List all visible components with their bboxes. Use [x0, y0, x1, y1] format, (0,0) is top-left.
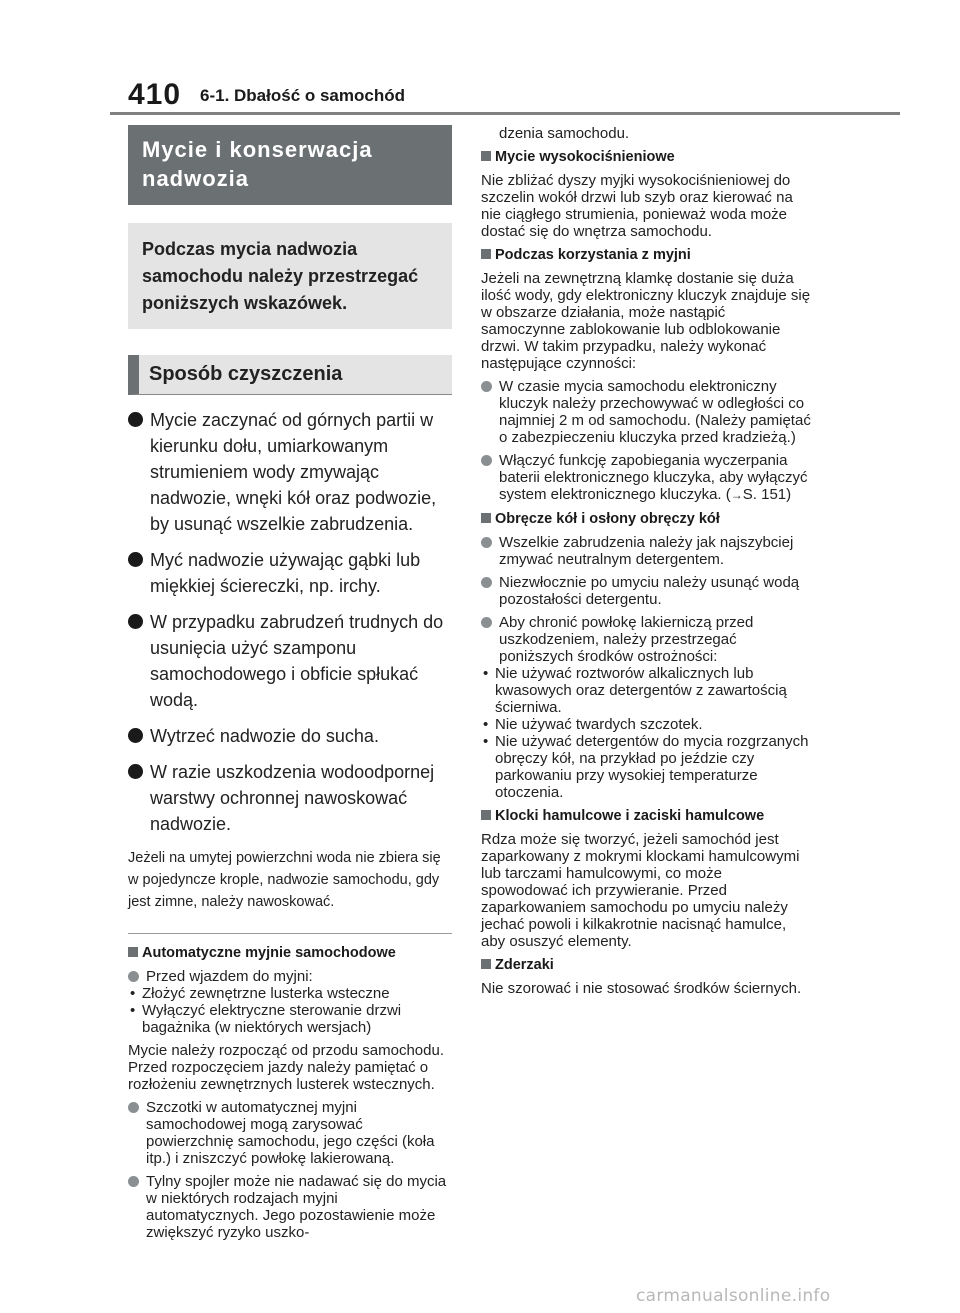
header-divider — [110, 112, 900, 115]
right-column — [481, 125, 811, 997]
grey-bullet-icon — [481, 455, 492, 466]
sub-item: • Nie używać roztworów alkalicznych lub kwasowych oraz detergentów z zawartością ścierniwa. — [483, 665, 787, 716]
main-heading: Mycie i konserwacja nadwozia — [128, 125, 452, 205]
page-reference-link[interactable]: S. 151) — [742, 486, 792, 503]
car-wash-text: Jeżeli na zewnętrzną klamkę dostanie się duża ilość wody, gdy elektroniczny kluczyk znajduje się w obszarze działania, może nastąpić samoczynne zablokowanie lub odblokowanie drzwi. W takim przypadku, należy wykonać następujące czynności: — [481, 270, 811, 372]
page-header — [0, 0, 960, 116]
continuation-text: dzenia samochodu. — [499, 125, 630, 142]
left-column — [128, 125, 452, 1241]
bumpers-heading: Zderzaki — [481, 956, 811, 974]
page-number: 410 — [128, 78, 182, 111]
bullet-icon — [128, 728, 143, 743]
bullet-icon — [128, 552, 143, 567]
brakes-text: Rdza może się tworzyć, jeżeli samochód jest zaparkowany z mokrymi klockami hamulcowymi lub tarczami hamulcowymi, co może spowodować ich przywieranie. Przed zaparkowaniem samochodu po umyciu należy jechać powoli i kilkakrotnie nacisnąć hamulce, aby osuszyć elementy. — [481, 831, 800, 950]
note-item: Aby chronić powłokę lakierniczą przed uszkodzeniem, należy przestrzegać poniższych środków ostrożności: — [481, 614, 811, 665]
list-item — [128, 723, 452, 749]
square-bullet-icon — [481, 249, 491, 259]
rims-heading: Obręcze kół i osłony obręczy kół — [481, 510, 811, 528]
bumpers-text: Nie szorować i nie stosować środków ściernych. — [481, 980, 802, 997]
list-item-text: W przypadku zabrudzeń trudnych do usunięcia użyć szamponu samochodowego i obficie spłukać wodą. — [150, 612, 444, 710]
list-item-text: Mycie zaczynać od górnych partii w kierunku dołu, umiarkowanym strumieniem wody zmywając nadwozie, wnęki kół oraz podwozie, by usunąć wszelkie zabrudzenia. — [150, 410, 437, 534]
note-item: Wszelkie zabrudzenia należy jak najszybciej zmywać neutralnym detergentem. — [481, 534, 811, 568]
grey-bullet-icon — [481, 577, 492, 588]
note-item: Niezwłocznie po umyciu należy usunąć wodą pozostałości detergentu. — [481, 574, 811, 608]
arrow-icon: → — [730, 488, 743, 502]
list-item — [128, 407, 452, 537]
list-item — [128, 547, 452, 599]
list-item-text: W razie uszkodzenia wodoodpornej warstwy ochronnej nawoskować nadwozie. — [150, 762, 435, 834]
high-pressure-text: Nie zbliżać dyszy myjki wysokociśnieniowej do szczelin wokół drzwi lub szyb oraz kierować na nie ciągłego strumienia, ponieważ woda może dostać się do wnętrza samochodu. — [481, 172, 793, 240]
wax-note: Jeżeli na umytej powierzchni woda nie zbiera się w pojedyncze krople, nadwozie samochodu, gdy jest zimne, należy nawoskować. — [128, 850, 441, 910]
intro-box: Podczas mycia nadwozia samochodu należy przestrzegać poniższych wskazówek. — [128, 223, 452, 329]
square-bullet-icon — [481, 151, 491, 161]
sub-item: • Nie używać detergentów do mycia rozgrzanych obręczy kół, na przykład po jeździe czy parkowaniu przy wysokiej temperaturze otoczenia. — [483, 733, 809, 801]
cleaning-steps-list — [128, 407, 452, 837]
grey-bullet-icon — [481, 537, 492, 548]
grey-bullet-icon — [481, 381, 492, 392]
sub-item: • Wyłączyć elektryczne sterowanie drzwi bagażnika (w niektórych wersjach) — [130, 1002, 402, 1036]
note-item: W czasie mycia samochodu elektroniczny kluczyk należy przechowywać w odległości co najmniej 2 m od samochodu. (Należy pamiętać o zabezpieczeniu kluczyka przed kradzieżą.) — [481, 378, 811, 446]
divider — [128, 933, 452, 934]
list-item — [128, 759, 452, 837]
list-item-text: Myć nadwozie używając gąbki lub miękkiej ściereczki, np. irchy. — [150, 550, 421, 596]
bullet-icon — [128, 614, 143, 629]
list-item-text: Wytrzeć nadwozie do sucha. — [150, 726, 379, 746]
auto-wash-text: Mycie należy rozpocząć od przodu samochodu. Przed rozpoczęciem jazdy należy pamiętać o rozłożeniu zewnętrznych lusterek wstecznych. — [128, 1042, 444, 1093]
note-item: Tylny spojler może nie nadawać się do mycia w niektórych rodzajach myjni automatycznych. Jego pozostawienie może zwiększyć ryzyko uszko- — [128, 1173, 452, 1241]
grey-bullet-icon — [128, 1176, 139, 1187]
square-bullet-icon — [128, 947, 138, 957]
note-item: Szczotki w automatycznej myjni samochodowej mogą zarysować powierzchnię samochodu, jego części (koła itp.) i zniszczyć powłokę lakierowaną. — [128, 1099, 452, 1167]
bullet-icon — [128, 764, 143, 779]
grey-bullet-icon — [481, 617, 492, 628]
square-bullet-icon — [481, 513, 491, 523]
high-pressure-heading: Mycie wysokociśnieniowe — [481, 148, 811, 166]
square-bullet-icon — [481, 959, 491, 969]
grey-bullet-icon — [128, 1102, 139, 1113]
subsection-heading: Sposób czyszczenia — [128, 355, 452, 395]
grey-bullet-icon — [128, 971, 139, 982]
list-item — [128, 609, 452, 713]
bullet-icon — [128, 412, 143, 427]
sub-item: • Złożyć zewnętrzne lusterka wsteczne — [130, 985, 390, 1002]
sub-item: • Nie używać twardych szczotek. — [483, 716, 703, 733]
watermark: carmanualsonline.info — [636, 1286, 831, 1306]
square-bullet-icon — [481, 810, 491, 820]
note-item: Przed wjazdem do myjni: — [128, 968, 452, 985]
auto-wash-heading: Automatyczne myjnie samochodowe — [128, 944, 452, 962]
brakes-heading: Klocki hamulcowe i zaciski hamulcowe — [481, 807, 811, 825]
note-item: Włączyć funkcję zapobiegania wyczerpania baterii elektronicznego kluczyka, aby wyłączyć system elektronicznego kluczyka. (→S. 151) — [481, 452, 811, 504]
section-title: 6-1. Dbałość o samochód — [200, 86, 405, 105]
car-wash-heading: Podczas korzystania z myjni — [481, 246, 811, 264]
